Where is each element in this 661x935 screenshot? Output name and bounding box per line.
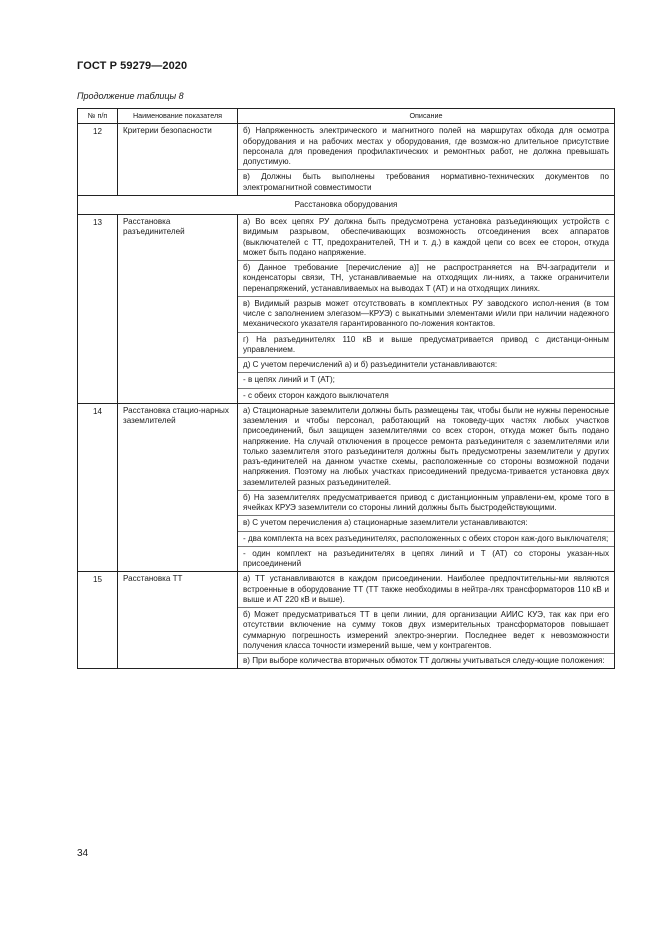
row-description	[238, 215, 615, 404]
description-paragraph: б) Может предусматриваться ТТ в цепи линии, для организации АИИС КУЭ, так как при его отсутствии включение на сумму токов двух измерительных трансформаторов повышает суммарную погрешность измерений электро-энергии. Последнее ведет к невозможности получения класса точности измерений выше, чем у контрагентов.	[238, 610, 614, 654]
page-number: 34	[77, 848, 89, 859]
description-paragraph: а) Во всех цепях РУ должна быть предусмотрена установка разъединяющих устройств с видимым разрывом, обеспечивающих возможность отсоединения всех аппаратов (выключателей с ТТ, предохранителей, ТН и т. д.) в каждой цепи со всех ее сторон, откуда может быть подано напряжение.	[238, 217, 614, 261]
row-number: 15	[78, 572, 118, 669]
requirements-table	[77, 108, 615, 669]
row-number: 14	[78, 403, 118, 572]
row-name: Расстановка стацио-нарных заземлителей	[118, 403, 238, 572]
table-row	[78, 124, 615, 196]
column-header-description: Описание	[238, 109, 615, 124]
row-name: Расстановка разъединителей	[118, 215, 238, 404]
description-list-item: - один комплект на разъединителях в цепях линий и Т (АТ) со стороны указан-ных присоединений	[243, 548, 609, 568]
description-paragraph: а) Стационарные заземлители должны быть размещены так, чтобы были не нужны переносные заземления и чтобы персонал, работающий на токоведу-щих частях любых участков присоединений, был защищен заземлителями со всех сторон, откуда может быть подано напряжение. На случай отключения в процессе ремонта разъединителя с заземлителями или только заземлителя этого разъединителя должны быть предусмотрены заземлители у других разъ-единителей на данном участке схемы, расположенные со стороны возможной подачи напряжения. Поэтому на любых участках присоединений предусма-тривается установка двух заземлителей разных разъединителей.	[238, 406, 614, 491]
row-description	[238, 124, 615, 196]
description-paragraph: б) Данное требование [перечисление а)] не распространяется на ВЧ-заградители и конденсаторы связи, ТН, устанавливаемые на отходящих ли-ниях, а также ограничители перенапряжений, устанавливаемых на выводах Т (АТ) и на отходящих линиях.	[238, 263, 614, 297]
description-paragraph: в) Должны быть выполнены требования нормативно-технических документов по электромагнитной совместимости	[243, 172, 609, 192]
column-header-number: № п/п	[78, 109, 118, 124]
section-title: Расстановка оборудования	[78, 195, 615, 214]
description-paragraph: г) На разъединителях 110 кВ и выше предусматривается привод с дистанци-онным управлением.	[238, 335, 614, 359]
section-row	[78, 195, 615, 214]
description-list-item: - с обеих сторон каждого выключателя	[243, 390, 389, 400]
description-paragraph: д) С учетом перечислений а) и б) разъединители устанавливаются:	[238, 360, 614, 373]
table-header-row	[78, 109, 615, 124]
description-paragraph: в) Видимый разрыв может отсутствовать в комплектных РУ заводского испол-нения (в том числе с заполнением элегазом—КРУЭ) с выкатными элементами и/или при наличии надежного механического указателя гарантированного по-ложения контактов.	[238, 299, 614, 333]
row-description	[238, 403, 615, 572]
row-number: 13	[78, 215, 118, 404]
row-description	[238, 572, 615, 669]
description-paragraph: б) На заземлителях предусматривается привод с дистанционным управлени-ем, кроме того в ячейках КРУЭ заземлители со стороны линий должны быть быстродействующими.	[238, 493, 614, 517]
table-row	[78, 403, 615, 572]
table-row	[78, 215, 615, 404]
table-caption: Продолжение таблицы 8	[77, 91, 184, 101]
description-paragraph: в) С учетом перечисления а) стационарные заземлители устанавливаются:	[238, 518, 614, 531]
row-name: Расстановка ТТ	[118, 572, 238, 669]
column-header-name: Наименование показателя	[118, 109, 238, 124]
document-header: ГОСТ Р 59279—2020	[77, 60, 188, 72]
row-name: Критерии безопасности	[118, 124, 238, 196]
description-paragraph: б) Напряженность электрического и магнитного полей на маршрутах обхода для осмотра оборудования и на рабочих местах у оборудования, где возмож-но длительное присутствие персонала для проведения профилактических и ремонтных работ, не должна превышать допустимую.	[238, 126, 614, 170]
description-list-item: - два комплекта на всех разъединителях, расположенных с обеих сторон каж-дого выключателя;	[238, 534, 614, 547]
table-row	[78, 572, 615, 669]
description-list-item: - в цепях линий и Т (АТ);	[238, 375, 614, 388]
description-paragraph: а) ТТ устанавливаются в каждом присоединении. Наиболее предпочтительны-ми являются встроенные в оборудование ТТ (ТТ также необходимы в нейтра-лях трансформаторов 110 кВ и выше и АТ 220 кВ и выше).	[238, 574, 614, 608]
description-paragraph: в) При выборе количества вторичных обмоток ТТ должны учитываться следу-ющие положения:	[243, 656, 605, 665]
row-number: 12	[78, 124, 118, 196]
